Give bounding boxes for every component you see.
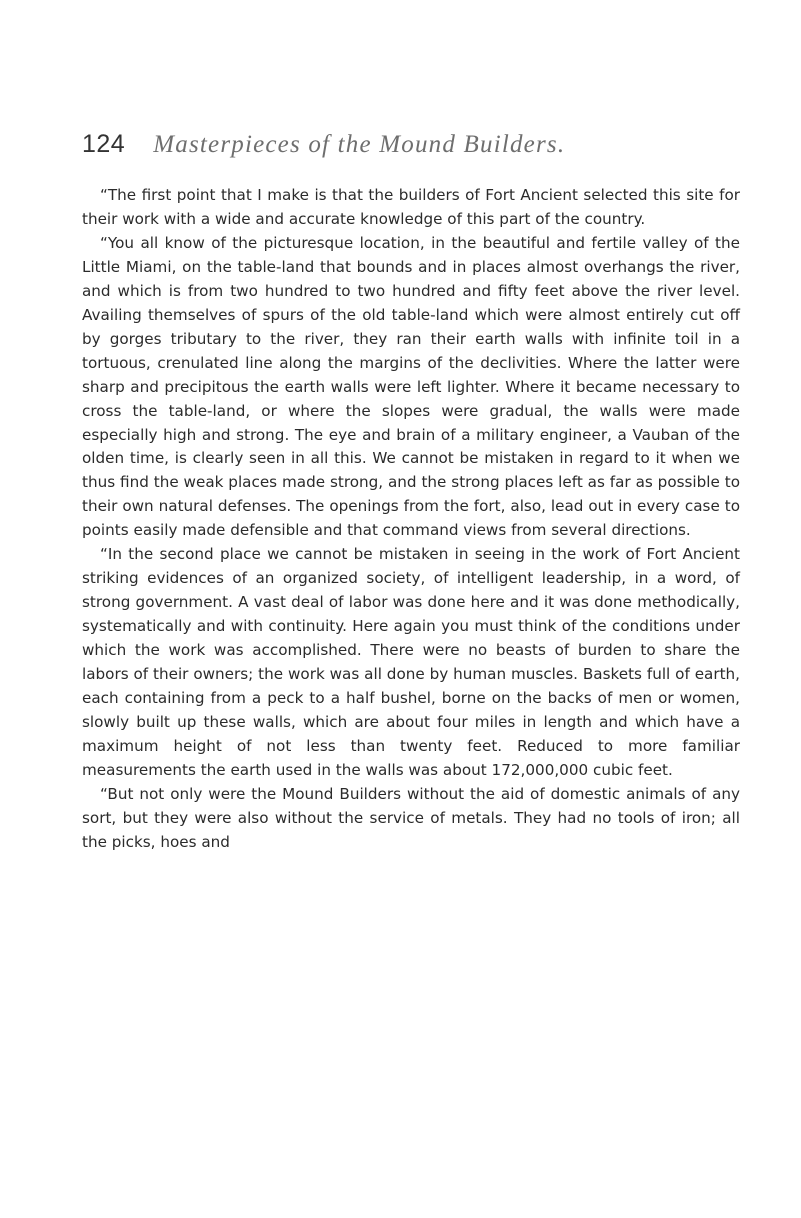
page-header <box>82 130 740 170</box>
paragraph: “The first point that I make is that the builders of Fort Ancient selected this site for their work with a wide and accurate knowledge of this part of the country. <box>82 186 740 228</box>
body-text <box>82 184 740 855</box>
paragraph: “In the second place we cannot be mistaken in seeing in the work of Fort Ancient striking evidences of an organized society, of intelligent leadership, in a word, of strong government. A vast deal of labor was done here and it was done methodically, systematically and with continuity. Here again you must think of the conditions under which the work was accomplished. There were no beasts of burden to share the labors of their owners; the work was all done by human muscles. Baskets full of earth, each containing from a peck to a half bushel, borne on the backs of men or women, slowly built up these walls, which are about four miles in length and which have a maximum height of not less than twenty feet. Reduced to more familiar measurements the earth used in the walls was about 172,000,000 cubic feet. <box>82 545 740 779</box>
page-number: 124 <box>82 130 126 158</box>
running-title: Masterpieces of the Mound Builders. <box>153 131 566 158</box>
book-page <box>82 130 740 855</box>
paragraph: “You all know of the picturesque location, in the beautiful and fertile valley of the Little Miami, on the table-land that bounds and in places almost overhangs the river, and which is from two hundred to two hundred and fifty feet above the river level. Availing themselves of spurs of the old table-land which were almost entirely cut off by gorges tributary to the river, they ran their earth walls with infinite toil in a tortuous, crenulated line along the margins of the declivities. Where the latter were sharp and precipitous the earth walls were left lighter. Where it became necessary to cross the table-land, or where the slopes were gradual, the walls were made especially high and strong. The eye and brain of a military engineer, a Vauban of the olden time, is clearly seen in all this. We cannot be mistaken in regard to it when we thus find the weak places made strong, and the strong places left as far as possible to their own natural defenses. The openings from the fort, also, lead out in every case to points easily made defensible and that command views from several directions. <box>82 233 740 540</box>
paragraph: “But not only were the Mound Builders without the aid of domestic animals of any sort, but they were also without the service of metals. They had no tools of iron; all the picks, hoes and <box>82 784 740 851</box>
